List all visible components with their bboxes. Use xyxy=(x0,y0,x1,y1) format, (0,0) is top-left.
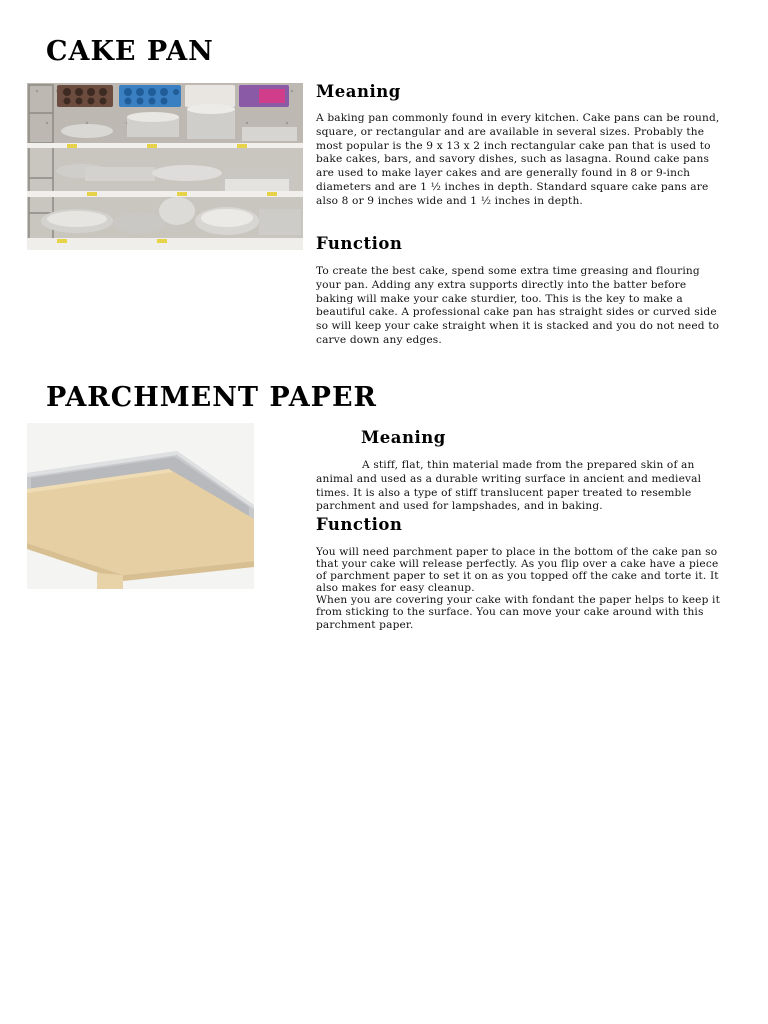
parchment-meaning-heading: Meaning xyxy=(361,428,446,447)
parchment-function-text: You will need parchment paper to place in the bottom of the cake pan so that your cake will release perfectly. As you flip over a cake have a piece of parchment paper to set it on as you topped off the cake and torte it. It also makes for easy cleanup. When you are covering your cake with fondant the paper helps to keep it from sticking to the surface. You can move your cake around with this parchment paper. xyxy=(316,546,720,631)
parchment-meaning-text: A stiff, flat, thin material made from the prepared skin of an animal and used as a durable writing surface in ancient and medieval times. It is also a type of stiff translucent paper treated to resemble parchment and used for lampshades, and in baking. xyxy=(316,459,702,513)
cake-pan-meaning-text: A baking pan commonly found in every kitchen. Cake pans can be round, square, or rectangular and are available in several sizes. Probably the most popular is the 9 x 13 x 2 inch rectangular cake pan that is used to bake cakes, bars, and savory dishes, such as lasagna. Round cake pans are used to make layer cakes and are generally found in 8 or 9-inch diameters and are 1 ½ inches in depth. Standard square cake pans are also 8 or 9 inches wide and 1 ½ inches in depth. xyxy=(316,112,720,207)
cake-pan-meaning-heading: Meaning xyxy=(316,82,401,101)
section-title-cake-pan: CAKE PAN xyxy=(46,36,214,67)
cake-pan-function-text: To create the best cake, spend some extra time greasing and flouring your pan. Adding any extra supports directly into the batter before baking will make your cake sturdier, too. This is the key to make a beautiful cake. A professional cake pan has straight sides or curved side so will keep your cake straight when it is stacked and you do not need to carve down any edges. xyxy=(316,265,720,346)
section-title-parchment-paper: PARCHMENT PAPER xyxy=(46,382,377,413)
parchment-on-baking-sheet-photo xyxy=(27,423,254,589)
parchment-function-heading: Function xyxy=(316,515,403,534)
cake-pan-function-heading: Function xyxy=(316,234,403,253)
cake-pans-shelf-photo xyxy=(27,83,303,250)
